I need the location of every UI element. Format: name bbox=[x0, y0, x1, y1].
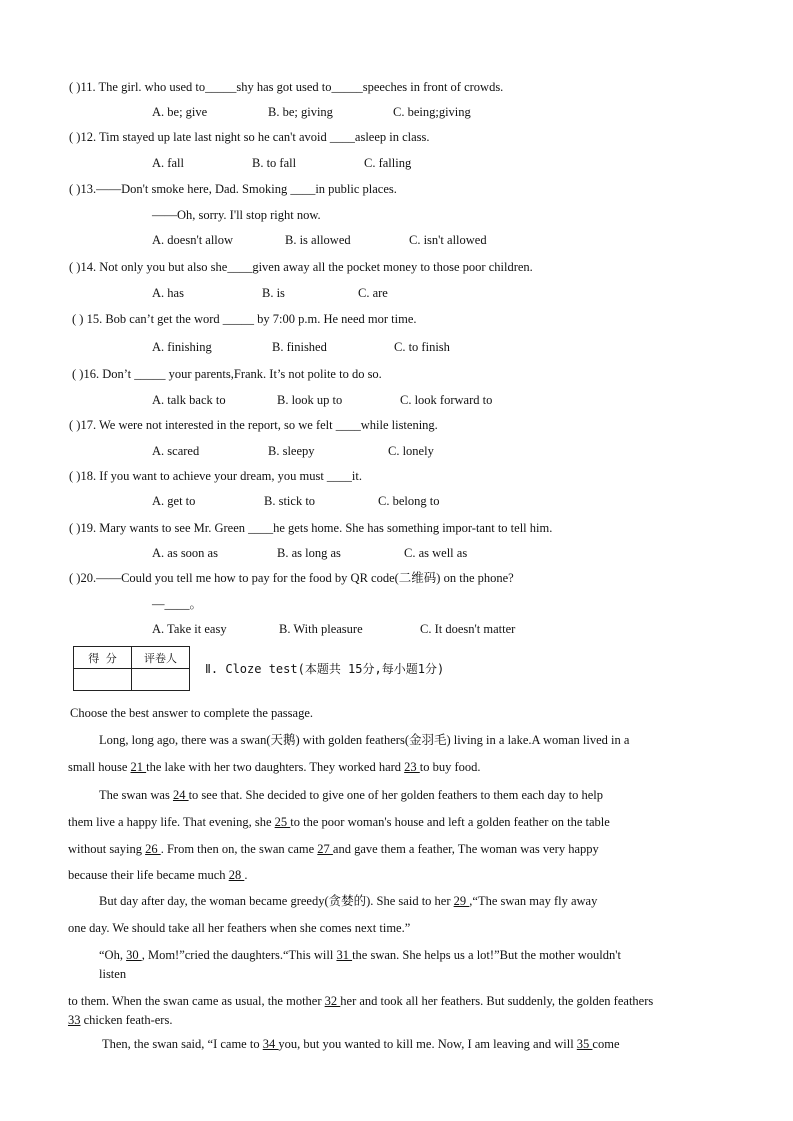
option-a: A. be; give bbox=[152, 105, 208, 119]
option-a: A. get to bbox=[152, 494, 196, 508]
option-a: A. talk back to bbox=[152, 393, 226, 407]
question-reply: —____。 bbox=[152, 597, 203, 611]
blank-24: 24 bbox=[172, 788, 189, 802]
passage-text: without saying bbox=[68, 842, 146, 856]
option-b: B. look up to bbox=[277, 393, 343, 407]
blank-23: 23 bbox=[404, 760, 420, 774]
score-cell[interactable] bbox=[74, 669, 132, 691]
passage-text: them live a happy life. That evening, she bbox=[68, 815, 275, 829]
passage-text: Long, long ago, there was a swan(天鹅) with golden feathers(金羽毛) living in a lake.A woman lived in a bbox=[99, 733, 630, 747]
question-stem: ( )17. We were not interested in the report, so we felt ____while listening. bbox=[69, 418, 438, 432]
score-header: 得 分 bbox=[74, 647, 132, 669]
passage-text: , Mom!”cried the daughters.“This will bbox=[141, 948, 337, 962]
blank-32: 32 bbox=[324, 994, 341, 1008]
option-b: B. is allowed bbox=[285, 233, 351, 247]
blank-27: 27 bbox=[317, 842, 333, 856]
passage-text: you, but you wanted to kill me. Now, I am leaving and will bbox=[278, 1037, 577, 1051]
passage-line bbox=[99, 966, 126, 982]
question-stem: ( )14. Not only you but also she____given away all the pocket money to those poor children. bbox=[69, 260, 533, 274]
option-b: B. is bbox=[262, 286, 285, 300]
passage-text: small house bbox=[68, 760, 131, 774]
passage-text: and gave them a feather, The woman was very happy bbox=[332, 842, 599, 856]
passage-text: Then, the swan said, “I came to bbox=[102, 1037, 263, 1051]
passage-line bbox=[68, 1012, 172, 1028]
passage-text: to see that. She decided to give one of her golden feathers to them each day to help bbox=[188, 788, 604, 802]
option-a: A. Take it easy bbox=[152, 622, 227, 636]
passage-line bbox=[68, 814, 610, 830]
passage-line bbox=[68, 759, 481, 775]
question-reply: ——Oh, sorry. I'll stop right now. bbox=[152, 208, 321, 222]
question-stem: ( ) 15. Bob can’t get the word _____ by 7:00 p.m. He need mor time. bbox=[72, 312, 417, 326]
option-b: B. as long as bbox=[277, 546, 341, 560]
blank-35: 35 bbox=[576, 1037, 593, 1051]
option-c: C. being;giving bbox=[393, 105, 471, 119]
option-b: B. stick to bbox=[264, 494, 316, 508]
passage-line bbox=[68, 993, 653, 1009]
option-c: C. look forward to bbox=[400, 393, 493, 407]
passage-text: the lake with her two daughters. They worked hard bbox=[146, 760, 405, 774]
blank-21: 21 bbox=[130, 760, 147, 774]
option-c: C. belong to bbox=[378, 494, 440, 508]
option-a: A. doesn't allow bbox=[152, 233, 234, 247]
passage-text: to the poor woman's house and left a golden feather on the table bbox=[290, 815, 610, 829]
passage-text: “Oh, bbox=[99, 948, 127, 962]
passage-text: listen bbox=[99, 967, 127, 981]
passage-text: come bbox=[592, 1037, 620, 1051]
passage-line bbox=[99, 893, 597, 909]
option-b: B. to fall bbox=[252, 156, 297, 170]
blank-31: 31 bbox=[336, 948, 353, 962]
option-a: A. has bbox=[152, 286, 184, 300]
option-a: A. fall bbox=[152, 156, 184, 170]
blank-34: 34 bbox=[262, 1037, 279, 1051]
passage-text: the swan. She helps us a lot!”But the mother wouldn't bbox=[352, 948, 621, 962]
passage-text: her and took all her feathers. But suddenly, the golden feathers bbox=[340, 994, 654, 1008]
passage-line bbox=[68, 867, 247, 883]
passage-text: The swan was bbox=[99, 788, 173, 802]
passage-text: because their life became much bbox=[68, 868, 229, 882]
option-c: C. to finish bbox=[394, 340, 450, 354]
passage-line bbox=[102, 1036, 620, 1052]
passage-text: one day. We should take all her feathers when she comes next time.” bbox=[68, 921, 411, 935]
option-b: B. be; giving bbox=[268, 105, 333, 119]
blank-33: 33 bbox=[68, 1013, 81, 1027]
passage-line bbox=[99, 732, 629, 748]
option-a: A. finishing bbox=[152, 340, 212, 354]
option-c: C. as well as bbox=[404, 546, 468, 560]
option-a: A. as soon as bbox=[152, 546, 218, 560]
instruction: Choose the best answer to complete the passage. bbox=[70, 706, 313, 720]
blank-29: 29 bbox=[453, 894, 470, 908]
passage-line bbox=[68, 841, 599, 857]
passage-text: ,“The swan may fly away bbox=[469, 894, 598, 908]
blank-30: 30 bbox=[126, 948, 142, 962]
question-stem: ( )18. If you want to achieve your dream, you must ____it. bbox=[69, 469, 362, 483]
passage-line bbox=[99, 787, 603, 803]
option-c: C. lonely bbox=[388, 444, 434, 458]
passage-line bbox=[68, 920, 410, 936]
option-b: B. With pleasure bbox=[279, 622, 363, 636]
passage-text: But day after day, the woman became greedy(贪婪的). She said to her bbox=[99, 894, 454, 908]
option-c: C. falling bbox=[364, 156, 412, 170]
passage-text: . From then on, the swan came bbox=[160, 842, 318, 856]
question-stem: ( )20.——Could you tell me how to pay for the food by QR code(二维码) on the phone? bbox=[69, 571, 514, 585]
passage-text: . bbox=[244, 868, 248, 882]
option-b: B. sleepy bbox=[268, 444, 315, 458]
grader-header: 评卷人 bbox=[132, 647, 190, 669]
blank-26: 26 bbox=[145, 842, 161, 856]
question-stem: ( )12. Tim stayed up late last night so he can't avoid ____asleep in class. bbox=[69, 130, 430, 144]
passage-line bbox=[99, 947, 621, 963]
passage-text: to buy food. bbox=[419, 760, 481, 774]
option-b: B. finished bbox=[272, 340, 327, 354]
passage-text: to them. When the swan came as usual, the mother bbox=[68, 994, 325, 1008]
option-a: A. scared bbox=[152, 444, 200, 458]
section-title: Ⅱ. Cloze test(本题共 15分,每小题1分) bbox=[205, 662, 445, 676]
passage-text: chicken feath-ers. bbox=[80, 1013, 173, 1027]
option-c: C. are bbox=[358, 286, 388, 300]
question-stem: ( )11. The girl. who used to_____shy has got used to_____speeches in front of crowds. bbox=[69, 80, 504, 94]
option-c: C. isn't allowed bbox=[409, 233, 487, 247]
grader-cell[interactable] bbox=[132, 669, 190, 691]
score-table bbox=[73, 646, 190, 691]
question-stem: ( )16. Don’t _____ your parents,Frank. It’s not polite to do so. bbox=[72, 367, 382, 381]
question-stem: ( )19. Mary wants to see Mr. Green ____he gets home. She has something impor-tant to tell him. bbox=[69, 521, 553, 535]
blank-25: 25 bbox=[274, 815, 291, 829]
blank-28: 28 bbox=[228, 868, 245, 882]
option-c: C. It doesn't matter bbox=[420, 622, 516, 636]
question-stem: ( )13.——Don't smoke here, Dad. Smoking ____in public places. bbox=[69, 182, 397, 196]
